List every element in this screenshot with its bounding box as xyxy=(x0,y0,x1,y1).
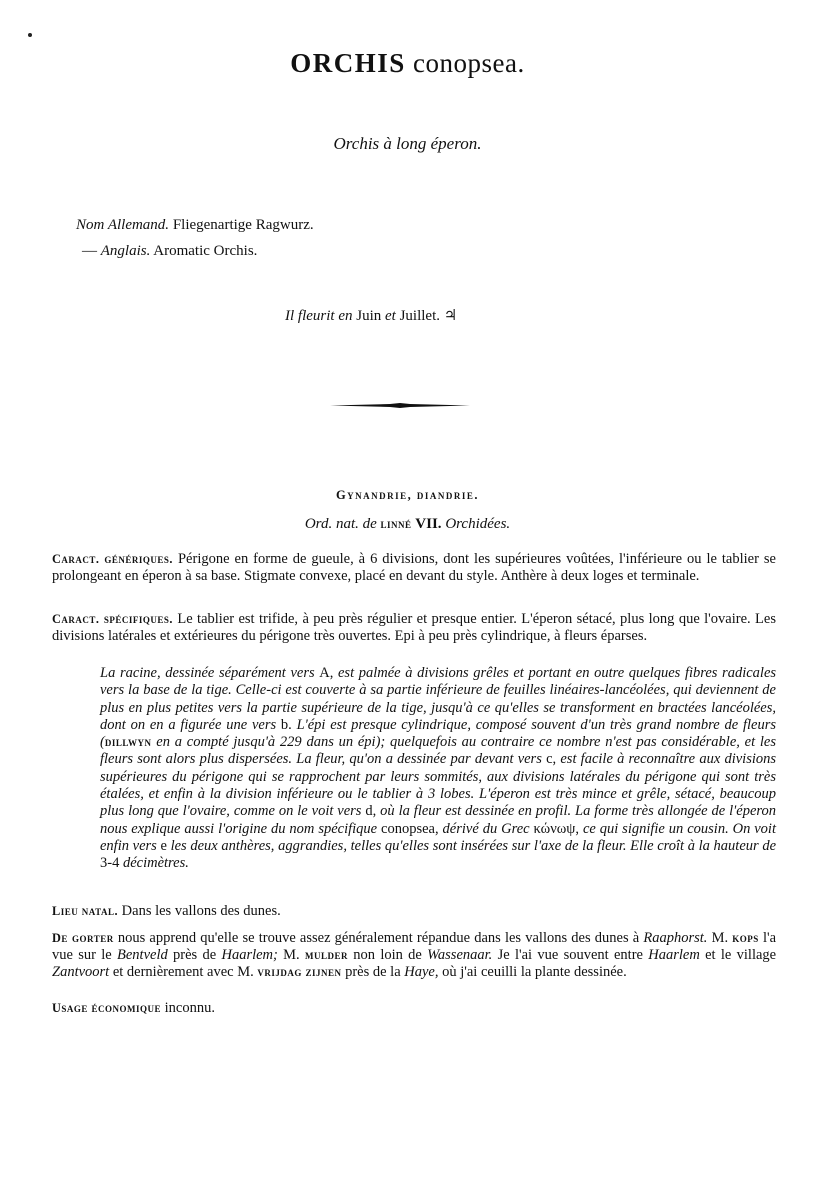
place-zantvoort: Zantvoort xyxy=(52,964,110,980)
loc-text: nous apprend qu'elle se trouve assez généralement répandue dans les vallons des dunes à xyxy=(117,930,640,946)
desc-text: L'épi est presque cylindrique, composé souvent d'un très grand nombre de fleurs ( xyxy=(100,716,777,751)
genus-name: ORCHIS xyxy=(290,48,406,78)
loc-text: M. xyxy=(283,947,300,963)
place-haarlem: Haarlem xyxy=(648,947,700,963)
vernacular-names xyxy=(76,212,314,264)
desc-text: est facile à reconnaître aux divisions supérieures du périgone qui se rapprochent par leurs sommités, aux divisions latérales du périgone qui sont très étalées, et enfin à la division inférieure ou le tablier à 3 lobes. L'éperon est très mince et grêle, sétacé, beaucoup plus long que l'ovaire, comme on le voit vers xyxy=(100,751,777,820)
desc-text: où la fleur est dessinée en profil. La forme très allongée de l'éperon nous explique aussi l'origine du nom spécifique xyxy=(100,803,776,837)
specific-epithet: conopsea, xyxy=(381,820,439,837)
loc-text: l'a vue sur le xyxy=(52,930,777,963)
english-value: Aromatic Orchis. xyxy=(153,243,258,259)
order-prefix: Ord. nat. de xyxy=(304,516,377,532)
figure-ref-a: A, xyxy=(319,665,334,681)
perennial-symbol-icon: ♃ xyxy=(443,308,458,324)
localities xyxy=(52,930,776,981)
loc-text: où j'ai ceuilli la plante dessinée. xyxy=(442,964,627,980)
common-name: Orchis à long éperon. xyxy=(333,134,482,153)
figure-ref-c: c, xyxy=(546,751,557,768)
flowering-text-b: en xyxy=(338,308,353,324)
specific-text: Le tablier est trifide, à peu près régulier et presque entier. L'éperon sétacé, plus long que l'ovaire. Les divisions latérales et extérieures du périgone très ouvertes. Epi à peu près cylindrique, à fleurs éparses. xyxy=(52,611,776,644)
loc-text: près de la xyxy=(345,964,401,980)
habitat-text: Dans les vallons des dunes. xyxy=(121,903,281,919)
natural-order xyxy=(0,516,815,533)
loc-text: près de xyxy=(173,947,217,963)
family-name: Orchidées. xyxy=(445,516,511,532)
figure-ref-d: d, xyxy=(365,803,377,820)
place-haarlem: Haarlem; xyxy=(221,947,278,963)
plant-height: 3-4 xyxy=(100,855,120,872)
specific-characters xyxy=(52,611,776,645)
loc-text: M. xyxy=(711,930,729,946)
plant-description xyxy=(100,665,776,873)
desc-text: décimètres. xyxy=(122,855,189,872)
flowering-month-june: Juin xyxy=(356,308,382,324)
english-name-row xyxy=(76,238,314,264)
desc-text: La racine, dessinée séparément vers xyxy=(100,665,315,681)
specific-label: Caract. spécifiques. xyxy=(52,612,173,626)
usage-text: inconnu. xyxy=(164,1000,215,1016)
generic-characters xyxy=(52,551,776,585)
flowering-period xyxy=(285,306,457,325)
place-haye: Haye, xyxy=(404,964,439,980)
place-bentveld: Bentveld xyxy=(117,947,168,963)
english-dash: — xyxy=(82,243,97,259)
loc-text: et dernièrement avec M. xyxy=(112,964,254,980)
figure-ref-b: b. xyxy=(280,716,292,733)
species-name: conopsea. xyxy=(413,48,525,78)
german-name-row xyxy=(76,212,314,238)
author-gorter: De gorter xyxy=(52,931,114,945)
desc-text: ce qui signifie un cousin. On voit enfin vers xyxy=(100,820,776,854)
generic-text: Périgone en forme de gueule, à 6 divisions, dont les supérieures voûtées, l'inférieure ou le tablier se prolongeant en éperon à sa base. Stigmate convexe, placé en devant du style. Anthère à deux loges et terminale. xyxy=(52,551,776,584)
generic-label: Caract. génériques. xyxy=(52,552,173,566)
desc-text: est palmée à divisions grêles et portant en outre quelques fibres radicales vers la base de la tige. Celle-ci est couverte à sa partie inférieure de feuilles linéaires-lancéolées, qui deviennent de plus en plus petites vers la partie supérieure de la tige, jusqu'à ce qu'elles se transforment en bractées lancéolées, dont on en a figurée une vers xyxy=(100,665,777,733)
flowering-text-a: Il fleurit xyxy=(285,308,335,324)
ornamental-rule xyxy=(330,403,470,408)
usage-label: Usage économique xyxy=(52,1001,161,1015)
order-number: VII. xyxy=(415,516,442,532)
place-raaphorst: Raaphorst. xyxy=(643,930,708,946)
loc-text: et le village xyxy=(705,947,777,963)
ink-speck xyxy=(28,33,32,37)
flowering-text-d: et xyxy=(385,308,396,324)
german-value: Fliegenartige Ragwurz. xyxy=(172,217,314,233)
author-dillwyn: dillwyn xyxy=(104,735,152,750)
loc-text: non loin de xyxy=(353,947,422,963)
economic-usage xyxy=(52,1000,776,1017)
german-label: Nom Allemand. xyxy=(76,217,170,233)
desc-text: les deux anthères, aggrandies, telles qu'elles sont insérées sur l'axe de la fleur. Elle croît à la hauteur de xyxy=(170,837,777,854)
greek-word: κώνωψ, xyxy=(533,820,580,837)
author-vrijdag-zijnen: vrijdag zijnen xyxy=(257,965,342,979)
linnaean-class: Gynandrie, diandrie. xyxy=(335,488,480,502)
loc-text: Je l'ai vue souvent entre xyxy=(497,947,643,963)
habitat-label: Lieu natal. xyxy=(52,904,119,918)
author-linne: linné xyxy=(380,517,412,531)
figure-ref-e: e xyxy=(160,837,167,854)
desc-text: dérivé du Grec xyxy=(442,820,530,837)
author-mulder: mulder xyxy=(304,948,348,962)
english-label: Anglais. xyxy=(100,243,151,259)
page-title xyxy=(0,48,815,79)
author-kops: kops xyxy=(732,931,759,945)
desc-text: en a compté jusqu'à 229 dans un épi); quelquefois au contraire ce nombre n'est pas considérable, et les fleurs sont alors plus dispersées. La fleur, qu'on a dessinée par devant vers xyxy=(100,734,776,768)
flowering-month-july: Juillet. xyxy=(399,308,441,324)
habitat xyxy=(52,903,776,920)
place-wassenaar: Wassenaar. xyxy=(427,947,493,963)
